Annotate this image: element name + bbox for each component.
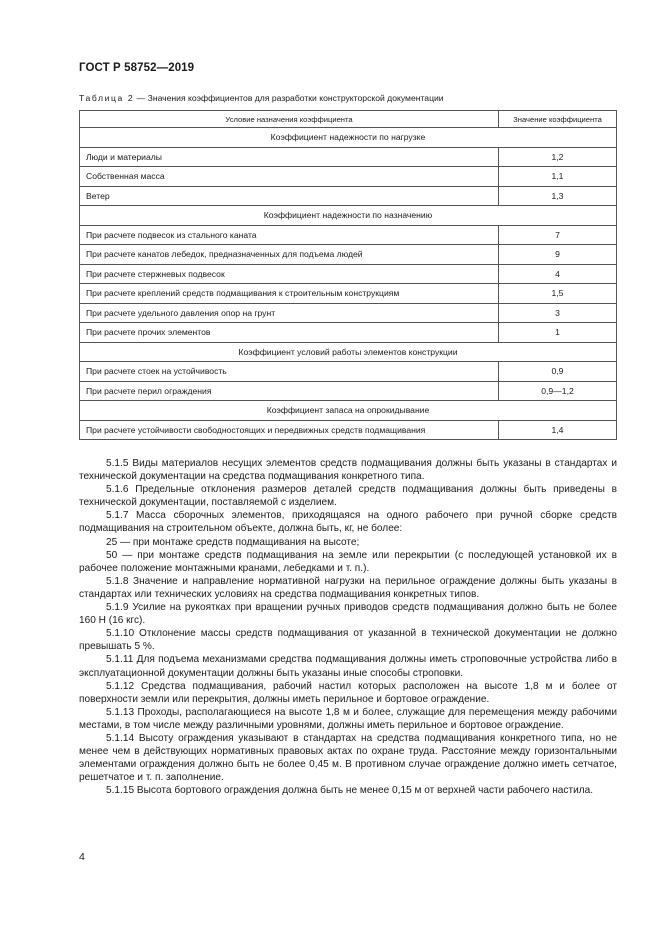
condition-cell: При расчете устойчивости свободностоящих и передвижных средств подмащивания <box>80 420 499 440</box>
table-row <box>80 420 617 440</box>
table-caption <box>79 93 444 103</box>
value-cell: 1,1 <box>499 167 617 187</box>
value-cell: 7 <box>499 225 617 245</box>
value-cell: 1 <box>499 323 617 343</box>
table-caption-text: — Значения коэффициентов для разработки конструкторской документации <box>134 93 444 103</box>
paragraph: 5.1.9 Усилие на рукоятках при вращении ручных приводов средств подмащивания должно быть не более 160 Н (16 кгс). <box>79 602 617 627</box>
table-caption-label: Таблица 2 <box>79 93 135 103</box>
condition-cell: При расчете перил ограждения <box>80 381 499 401</box>
table-row <box>80 186 617 206</box>
table-section-row <box>80 401 617 421</box>
paragraph: 5.1.12 Средства подмащивания, рабочий настил которых расположен на высоте 1,8 м и более от поверхности земли или перекрытия, должны иметь перильное и бортовое ограждение. <box>79 680 617 705</box>
table-row <box>80 147 617 167</box>
body-text <box>79 457 617 797</box>
condition-cell: При расчете удельного давления опор на грунт <box>80 303 499 323</box>
paragraph: 5.1.5 Виды материалов несущих элементов средств подмащивания должны быть указаны в стандартах и технической документации на средства подмащивания конкретного типа. <box>79 458 617 483</box>
condition-cell: При расчете канатов лебедок, предназначенных для подъема людей <box>80 245 499 265</box>
condition-cell: При расчете стержневых подвесок <box>80 264 499 284</box>
section-title: Коэффициент условий работы элементов конструкции <box>80 342 617 362</box>
value-cell: 3 <box>499 303 617 323</box>
coefficient-table <box>79 110 617 440</box>
table-section-row <box>80 128 617 148</box>
section-title: Коэффициент надежности по назначению <box>80 206 617 226</box>
paragraph: 5.1.14 Высоту ограждения указывают в стандартах на средства подмащивания конкретного типа, но не менее чем в действующих нормативных правовых актах по охране труда. Расстояние между горизонтальными элементами ограждения должно быть не более 0,45 м. В противном случае ограждение должно иметь сетчатое, решетчатое и т. п. заполнение. <box>79 732 617 784</box>
page-number: 4 <box>79 851 85 863</box>
table-row <box>80 264 617 284</box>
condition-cell: При расчете подвесок из стального каната <box>80 225 499 245</box>
table-body <box>80 128 617 440</box>
table-row <box>80 323 617 343</box>
paragraph: 5.1.15 Высота бортового ограждения должна быть не менее 0,15 м от верхней части рабочего настила. <box>106 785 594 797</box>
paragraph: 50 — при монтаже средств подмащивания на земле или перекрытии (с последующей установкой их в рабочее положение монтажными кранами, лебедками и т. п.). <box>79 549 617 574</box>
condition-cell: Люди и материалы <box>80 147 499 167</box>
table-row <box>80 362 617 382</box>
table-row <box>80 225 617 245</box>
table-row <box>80 167 617 187</box>
paragraph: 25 — при монтаже средств подмащивания на высоте; <box>106 536 360 548</box>
condition-cell: При расчете прочих элементов <box>80 323 499 343</box>
paragraph: 5.1.6 Предельные отклонения размеров деталей средств подмащивания должны быть приведены в технической документации, поставляемой с изделием. <box>79 484 617 509</box>
paragraph: 5.1.8 Значение и направление нормативной нагрузки на перильное ограждение должны быть указаны в стандартах или технических условиях на средства подмащивания конкретных типов. <box>79 575 617 600</box>
value-cell: 1,5 <box>499 284 617 304</box>
paragraph: 5.1.13 Проходы, располагающиеся на высоте 1,8 м и более, служащие для перемещения между рабочими местами, в том числе между различными уровнями, должны иметь перильное и бортовое ограждение. <box>79 706 617 731</box>
paragraph: 5.1.11 Для подъема механизмами средства подмащивания должны иметь строповочные устройства либо в эксплуатационной документации должны быть указаны иные способы строповки. <box>79 654 617 679</box>
value-cell: 1,3 <box>499 186 617 206</box>
value-cell: 0,9 <box>499 362 617 382</box>
value-cell: 1,2 <box>499 147 617 167</box>
table-row <box>80 303 617 323</box>
paragraph: 5.1.7 Масса сборочных элементов, приходящаяся на одного рабочего при ручной сборке средств подмащивания на строительном объекте, должна быть, кг, не более: <box>79 510 617 535</box>
section-title: Коэффициент надежности по нагрузке <box>80 128 617 148</box>
table-section-row <box>80 206 617 226</box>
table-row <box>80 381 617 401</box>
condition-cell: При расчете стоек на устойчивость <box>80 362 499 382</box>
table-row <box>80 284 617 304</box>
column-header-condition: Условие назначения коэффициента <box>80 111 499 128</box>
table-header-row <box>80 111 617 128</box>
document-code: ГОСТ Р 58752—2019 <box>79 62 195 74</box>
column-header-value: Значение коэффициента <box>499 111 617 128</box>
condition-cell: Собственная масса <box>80 167 499 187</box>
condition-cell: При расчете креплений средств подмащивания к строительным конструкциям <box>80 284 499 304</box>
condition-cell: Ветер <box>80 186 499 206</box>
table-section-row <box>80 342 617 362</box>
value-cell: 9 <box>499 245 617 265</box>
table-row <box>80 245 617 265</box>
section-title: Коэффициент запаса на опрокидывание <box>80 401 617 421</box>
value-cell: 1,4 <box>499 420 617 440</box>
value-cell: 4 <box>499 264 617 284</box>
value-cell: 0,9—1,2 <box>499 381 617 401</box>
paragraph: 5.1.10 Отклонение массы средств подмащивания от указанной в технической документации не должно превышать 5 %. <box>79 628 617 653</box>
